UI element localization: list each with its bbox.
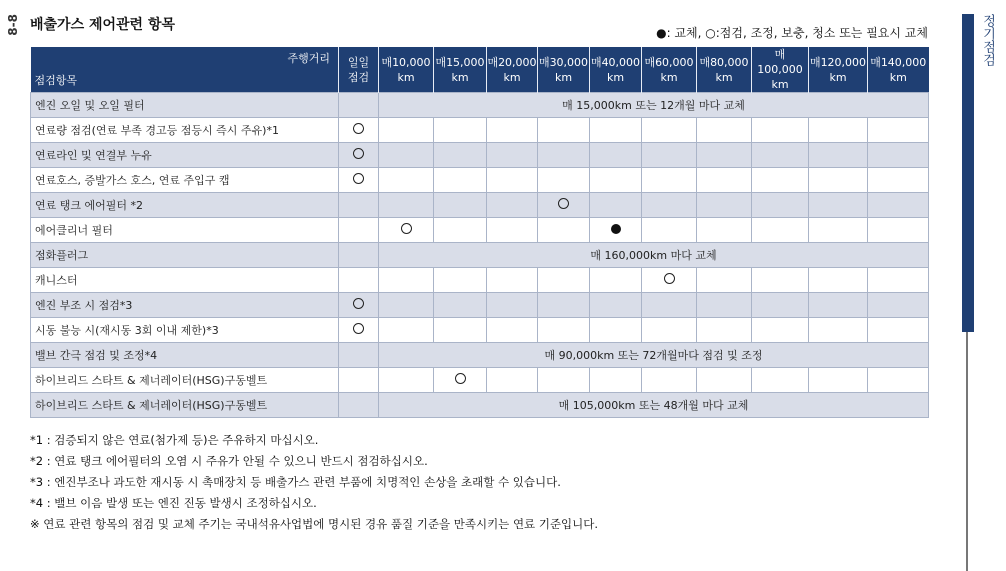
column-header-line1: 매20,000 [487, 55, 537, 69]
empty-cell [697, 293, 752, 318]
empty-cell [487, 118, 538, 143]
footnote: ※ 연료 관련 항목의 점검 및 교체 주기는 국내석유사업법에 명시된 경유 품질 기준을 만족시키는 연료 기준입니다. [30, 517, 599, 531]
side-divider [966, 332, 968, 571]
empty-cell [809, 143, 868, 168]
column-header [590, 47, 642, 93]
empty-cell [339, 218, 379, 243]
empty-cell [590, 168, 642, 193]
table-row [31, 318, 929, 343]
empty-cell [434, 318, 487, 343]
empty-cell [487, 218, 538, 243]
legend: ●: 교체, ○:점검, 조정, 보충, 청소 또는 필요시 교체 [656, 26, 928, 40]
empty-cell [752, 368, 809, 393]
empty-cell [590, 318, 642, 343]
footnote: *4 : 밸브 이음 발생 또는 엔진 진동 발생시 조정하십시오. [30, 496, 317, 510]
column-header-line2: km [554, 70, 573, 84]
empty-cell [434, 293, 487, 318]
row-label: 연료라인 및 연결부 누유 [31, 143, 339, 168]
inspect-circle-icon [455, 373, 466, 384]
row-label: 하이브리드 스타트 & 제너레이터(HSG)구동벨트 [31, 393, 339, 418]
table-header-row [31, 47, 929, 93]
inspect-circle-icon [353, 298, 364, 309]
empty-cell [752, 268, 809, 293]
empty-cell [434, 143, 487, 168]
column-header-line1: 매140,000 [870, 55, 927, 69]
column-header [752, 47, 809, 93]
column-header-line2: km [606, 70, 625, 84]
inspect-circle-icon [401, 223, 412, 234]
empty-cell [379, 193, 434, 218]
empty-cell [590, 293, 642, 318]
empty-cell [752, 318, 809, 343]
empty-cell [642, 368, 697, 393]
empty-cell [339, 243, 379, 268]
column-header-line1: 매40,000 [590, 55, 641, 69]
empty-cell [379, 368, 434, 393]
inspect-mark-cell [434, 368, 487, 393]
inspect-circle-icon [353, 148, 364, 159]
row-label: 캐니스터 [31, 268, 339, 293]
empty-cell [868, 268, 929, 293]
empty-cell [642, 143, 697, 168]
row-label: 엔진 부조 시 점검*3 [31, 293, 339, 318]
empty-cell [339, 343, 379, 368]
empty-cell [339, 393, 379, 418]
empty-cell [434, 118, 487, 143]
empty-cell [809, 318, 868, 343]
column-header [339, 47, 379, 93]
table-row [31, 393, 929, 418]
empty-cell [538, 293, 590, 318]
empty-cell [538, 218, 590, 243]
table-row [31, 93, 929, 118]
column-header-line1: 매120,000 [809, 55, 867, 69]
table-row [31, 143, 929, 168]
empty-cell [590, 268, 642, 293]
empty-cell [809, 168, 868, 193]
column-header-line2: km [771, 78, 789, 91]
column-header-line1: 일일 [347, 55, 370, 69]
merged-interval-cell: 매 90,000km 또는 72개월마다 점검 및 조정 [379, 343, 929, 368]
distance-header: 주행거리 [287, 52, 330, 65]
replace-dot-icon [611, 224, 621, 234]
table-row [31, 293, 929, 318]
page-number: 8-8 [6, 14, 20, 36]
empty-cell [590, 143, 642, 168]
empty-cell [697, 318, 752, 343]
empty-cell [868, 193, 929, 218]
footnote: *1 : 검증되지 않은 연료(첨가제 등)은 주유하지 마십시오. [30, 433, 319, 447]
empty-cell [487, 268, 538, 293]
table-corner-header [31, 47, 339, 93]
empty-cell [697, 193, 752, 218]
row-label: 하이브리드 스타트 & 제너레이터(HSG)구동벨트 [31, 368, 339, 393]
empty-cell [868, 143, 929, 168]
table-row [31, 193, 929, 218]
table-row [31, 168, 929, 193]
empty-cell [590, 368, 642, 393]
empty-cell [868, 368, 929, 393]
inspect-mark-cell [339, 168, 379, 193]
table-row [31, 343, 929, 368]
empty-cell [538, 118, 590, 143]
empty-cell [379, 268, 434, 293]
row-label: 연료 탱크 에어필터 *2 [31, 193, 339, 218]
empty-cell [487, 168, 538, 193]
empty-cell [809, 193, 868, 218]
empty-cell [868, 293, 929, 318]
empty-cell [752, 218, 809, 243]
row-label: 시동 불능 시(재시동 3회 이내 제한)*3 [31, 318, 339, 343]
footnote: *3 : 엔진부조나 과도한 재시동 시 촉매장치 등 배출가스 관련 부품에 치명적인 손상을 초래할 수 있습니다. [30, 475, 561, 489]
empty-cell [538, 318, 590, 343]
empty-cell [809, 293, 868, 318]
column-header-line2: km [397, 70, 415, 84]
empty-cell [752, 193, 809, 218]
row-label: 연료호스, 증발가스 호스, 연료 주입구 캡 [31, 168, 339, 193]
inspect-mark-cell [379, 218, 434, 243]
empty-cell [379, 168, 434, 193]
column-header-line2: km [715, 70, 733, 84]
empty-cell [697, 118, 752, 143]
merged-interval-cell: 매 105,000km 또는 48개월 마다 교체 [379, 393, 929, 418]
column-header-line2: km [451, 70, 469, 84]
empty-cell [809, 118, 868, 143]
inspect-circle-icon [664, 273, 675, 284]
inspect-mark-cell [339, 118, 379, 143]
replace-mark-cell [590, 218, 642, 243]
column-header-line1: 매30,000 [538, 55, 589, 69]
empty-cell [642, 218, 697, 243]
column-header-line2: km [660, 70, 678, 84]
empty-cell [752, 143, 809, 168]
empty-cell [487, 143, 538, 168]
table-row [31, 268, 929, 293]
inspect-circle-icon [558, 198, 569, 209]
inspect-mark-cell [339, 318, 379, 343]
empty-cell [868, 318, 929, 343]
empty-cell [697, 218, 752, 243]
empty-cell [487, 318, 538, 343]
empty-cell [590, 193, 642, 218]
column-header-line1: 매60,000 [644, 55, 694, 69]
empty-cell [590, 118, 642, 143]
empty-cell [487, 368, 538, 393]
maintenance-table [30, 47, 929, 418]
section-title: 배출가스 제어관련 항목 [30, 17, 175, 33]
item-header: 점검항목 [34, 74, 78, 87]
empty-cell [487, 193, 538, 218]
empty-cell [752, 293, 809, 318]
empty-cell [538, 143, 590, 168]
empty-cell [642, 193, 697, 218]
empty-cell [379, 118, 434, 143]
empty-cell [809, 268, 868, 293]
empty-cell [434, 268, 487, 293]
inspect-mark-cell [642, 268, 697, 293]
column-header [379, 47, 434, 93]
side-tab-label: 정기점검 [980, 14, 995, 66]
table-body [31, 93, 929, 418]
empty-cell [809, 368, 868, 393]
inspect-mark-cell [339, 143, 379, 168]
column-header [697, 47, 752, 93]
row-label: 점화플러그 [31, 243, 339, 268]
empty-cell [642, 168, 697, 193]
empty-cell [538, 268, 590, 293]
inspect-circle-icon [353, 173, 364, 184]
empty-cell [434, 168, 487, 193]
table-row [31, 218, 929, 243]
empty-cell [642, 318, 697, 343]
column-header-line1: 매15,000 [435, 55, 485, 69]
empty-cell [434, 218, 487, 243]
row-label: 연료량 점검(연료 부족 경고등 점등시 즉시 주유)*1 [31, 118, 339, 143]
column-header [434, 47, 487, 93]
merged-interval-cell: 매 15,000km 또는 12개월 마다 교체 [379, 93, 929, 118]
empty-cell [642, 293, 697, 318]
empty-cell [809, 218, 868, 243]
table-row [31, 118, 929, 143]
inspect-circle-icon [353, 323, 364, 334]
column-header-line2: km [503, 70, 521, 84]
column-header [487, 47, 538, 93]
column-header-line1: 매100,000 [757, 48, 803, 76]
empty-cell [339, 368, 379, 393]
footnotes [30, 430, 598, 535]
column-header [809, 47, 868, 93]
empty-cell [487, 293, 538, 318]
column-header-line2: km [829, 70, 847, 84]
column-header-line2: 점검 [347, 70, 370, 84]
table-row [31, 243, 929, 268]
empty-cell [868, 218, 929, 243]
empty-cell [379, 143, 434, 168]
inspect-circle-icon [353, 123, 364, 134]
row-label: 에어클리너 필터 [31, 218, 339, 243]
column-header-line2: km [889, 70, 907, 84]
inspect-mark-cell [538, 193, 590, 218]
footnote: *2 : 연료 탱크 에어필터의 오염 시 주유가 안될 수 있으니 반드시 점검하십시오. [30, 454, 428, 468]
row-label: 엔진 오일 및 오일 필터 [31, 93, 339, 118]
empty-cell [339, 268, 379, 293]
empty-cell [339, 93, 379, 118]
empty-cell [697, 143, 752, 168]
column-header-line1: 매80,000 [699, 55, 749, 69]
table-row [31, 368, 929, 393]
empty-cell [379, 318, 434, 343]
empty-cell [434, 193, 487, 218]
merged-interval-cell: 매 160,000km 마다 교체 [379, 243, 929, 268]
empty-cell [868, 118, 929, 143]
column-header-line1: 매10,000 [381, 55, 431, 69]
row-label: 밸브 간극 점검 및 조정*4 [31, 343, 339, 368]
empty-cell [697, 368, 752, 393]
empty-cell [538, 368, 590, 393]
column-header [538, 47, 590, 93]
empty-cell [752, 118, 809, 143]
column-header [868, 47, 929, 93]
empty-cell [339, 193, 379, 218]
empty-cell [697, 268, 752, 293]
empty-cell [379, 293, 434, 318]
side-tab-bar [962, 14, 974, 332]
empty-cell [642, 118, 697, 143]
inspect-mark-cell [339, 293, 379, 318]
empty-cell [538, 168, 590, 193]
column-header [642, 47, 697, 93]
empty-cell [697, 168, 752, 193]
empty-cell [752, 168, 809, 193]
empty-cell [868, 168, 929, 193]
